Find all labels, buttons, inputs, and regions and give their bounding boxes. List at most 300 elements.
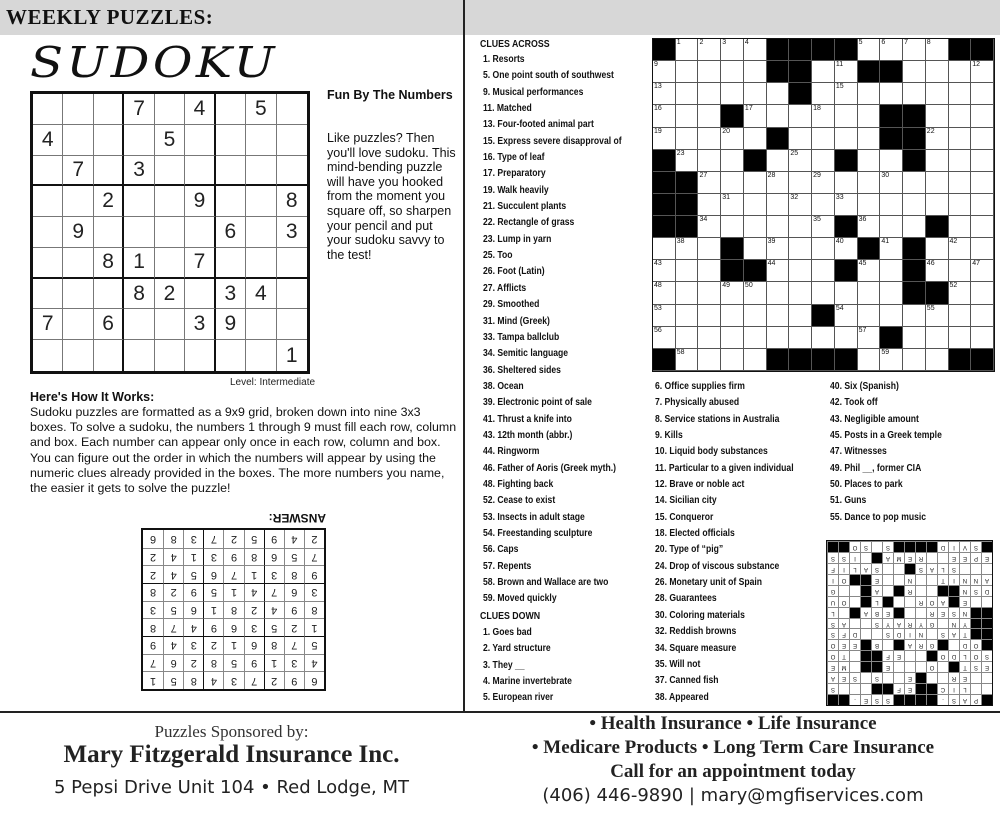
crossword-cell[interactable] [721,39,744,61]
crossword-cell[interactable] [926,39,949,61]
sudoku-cell[interactable] [33,340,63,371]
clue-item: 45. Posts in a Greek temple [830,430,942,442]
crossword-cell[interactable] [721,172,744,194]
crossword-cell[interactable] [789,305,812,327]
crossword-cell[interactable] [926,150,949,172]
sudoku-cell[interactable] [124,186,154,217]
crossword-grid[interactable] [652,38,995,372]
contact-info[interactable]: (406) 446-9890 | mary@mgfiservices.com [542,785,924,806]
crossword-cell[interactable] [721,194,744,216]
crossword-clue-number: 13 [654,83,662,91]
crossword-cell[interactable] [698,128,721,150]
crossword-cell[interactable] [971,282,994,304]
crossword-black-cell [903,150,926,172]
crossword-cell[interactable] [858,349,881,371]
crossword-cell[interactable] [744,172,767,194]
sudoku-cell[interactable] [94,279,124,310]
sudoku-cell[interactable] [155,186,185,217]
crossword-cell[interactable] [880,238,903,260]
crossword-cell[interactable] [880,39,903,61]
answer-letter-cell: Y [882,618,893,629]
crossword-cell[interactable] [721,128,744,150]
crossword-cell[interactable] [880,216,903,238]
crossword-cell[interactable] [721,216,744,238]
answer-letter-cell: A [860,607,871,618]
sudoku-answer-cell: 6 [304,671,324,689]
sudoku-cell[interactable] [185,217,215,248]
answer-letter-cell: N [948,618,959,629]
sudoku-cell[interactable]: 6 [94,309,124,340]
crossword-cell[interactable] [653,238,676,260]
answer-letter-cell [893,596,904,607]
sudoku-cell[interactable] [246,186,276,217]
crossword-cell[interactable] [812,150,835,172]
sudoku-cell[interactable] [185,125,215,156]
crossword-cell[interactable] [744,238,767,260]
sudoku-cell[interactable] [216,186,246,217]
crossword-cell[interactable] [926,238,949,260]
sudoku-cell[interactable] [216,340,246,371]
sudoku-cell[interactable] [33,156,63,187]
crossword-cell[interactable] [835,238,858,260]
sudoku-answer-cell: 2 [304,530,324,548]
crossword-cell[interactable] [926,305,949,327]
crossword-cell[interactable] [880,83,903,105]
crossword-cell[interactable] [744,105,767,127]
crossword-black-cell [835,260,858,282]
crossword-cell[interactable] [676,349,699,371]
crossword-cell[interactable] [812,105,835,127]
sudoku-cell[interactable] [124,217,154,248]
sudoku-cell[interactable] [124,309,154,340]
sudoku-cell[interactable] [277,156,307,187]
crossword-cell[interactable] [858,150,881,172]
crossword-cell[interactable] [653,260,676,282]
crossword-cell[interactable] [767,282,790,304]
crossword-cell[interactable] [744,61,767,83]
crossword-cell[interactable] [949,128,972,150]
crossword-cell[interactable] [880,349,903,371]
crossword-cell[interactable] [971,327,994,349]
crossword-cell[interactable] [653,105,676,127]
crossword-cell[interactable] [949,61,972,83]
crossword-cell[interactable] [698,282,721,304]
crossword-cell[interactable] [698,61,721,83]
crossword-cell[interactable] [858,39,881,61]
crossword-cell[interactable] [698,83,721,105]
crossword-cell[interactable] [789,282,812,304]
crossword-cell[interactable] [835,172,858,194]
sudoku-cell[interactable]: 5 [246,94,276,125]
crossword-cell[interactable] [858,305,881,327]
sudoku-cell[interactable] [246,309,276,340]
crossword-cell[interactable] [971,172,994,194]
crossword-cell[interactable] [812,282,835,304]
sudoku-cell[interactable]: 4 [33,125,63,156]
crossword-cell[interactable] [880,282,903,304]
crossword-cell[interactable] [880,305,903,327]
sudoku-cell[interactable] [277,125,307,156]
crossword-cell[interactable] [653,83,676,105]
answer-black-cell [893,585,904,596]
sudoku-cell[interactable]: 6 [216,217,246,248]
crossword-cell[interactable] [903,349,926,371]
clue-item: 43. 12th month (abbr.) [483,429,573,441]
page-title: WEEKLY PUZZLES: [6,5,214,29]
crossword-cell[interactable] [698,150,721,172]
crossword-cell[interactable] [971,216,994,238]
crossword-clue-number: 31 [722,193,730,201]
crossword-cell[interactable] [744,327,767,349]
clue-item: 58. Brown and Wallace are two [483,577,609,588]
sudoku-cell[interactable]: 3 [216,279,246,310]
sudoku-cell[interactable] [124,340,154,371]
crossword-cell[interactable] [926,172,949,194]
crossword-cell[interactable] [835,105,858,127]
sudoku-cell[interactable] [216,94,246,125]
sudoku-cell[interactable]: 4 [185,94,215,125]
crossword-cell[interactable] [698,260,721,282]
sudoku-cell[interactable] [63,248,93,279]
sudoku-cell[interactable] [155,217,185,248]
crossword-cell[interactable] [789,216,812,238]
crossword-cell[interactable] [721,349,744,371]
answer-letter-cell: E [827,661,838,672]
crossword-cell[interactable] [676,105,699,127]
crossword-cell[interactable] [744,282,767,304]
crossword-cell[interactable] [812,260,835,282]
crossword-cell[interactable] [926,327,949,349]
sudoku-cell[interactable] [155,248,185,279]
crossword-cell[interactable] [698,172,721,194]
crossword-cell[interactable] [971,194,994,216]
crossword-cell[interactable] [949,305,972,327]
crossword-cell[interactable] [676,39,699,61]
crossword-cell[interactable] [880,260,903,282]
crossword-cell[interactable] [903,61,926,83]
crossword-cell[interactable] [767,260,790,282]
crossword-cell[interactable] [858,83,881,105]
crossword-cell[interactable] [698,39,721,61]
crossword-cell[interactable] [903,83,926,105]
crossword-cell[interactable] [812,238,835,260]
sudoku-cell[interactable] [185,279,215,310]
crossword-cell[interactable] [835,305,858,327]
crossword-cell[interactable] [971,128,994,150]
sudoku-cell[interactable]: 4 [246,279,276,310]
crossword-cell[interactable] [767,327,790,349]
sudoku-cell[interactable] [185,156,215,187]
crossword-cell[interactable] [789,172,812,194]
crossword-cell[interactable] [926,260,949,282]
crossword-cell[interactable] [949,172,972,194]
crossword-cell[interactable] [789,327,812,349]
crossword-cell[interactable] [812,327,835,349]
crossword-cell[interactable] [744,83,767,105]
sudoku-cell[interactable] [63,340,93,371]
crossword-cell[interactable] [949,83,972,105]
sudoku-answer-cell: 5 [264,618,284,636]
crossword-cell[interactable] [789,260,812,282]
answer-letter-cell: E [871,574,882,585]
sudoku-cell[interactable] [33,186,63,217]
crossword-cell[interactable] [926,349,949,371]
crossword-cell[interactable] [676,128,699,150]
crossword-cell[interactable] [835,327,858,349]
sudoku-cell[interactable] [33,217,63,248]
crossword-cell[interactable] [812,83,835,105]
crossword-cell[interactable] [744,39,767,61]
crossword-cell[interactable] [949,216,972,238]
sudoku-cell[interactable] [185,340,215,371]
crossword-cell[interactable] [971,305,994,327]
crossword-cell[interactable] [789,238,812,260]
crossword-cell[interactable] [721,282,744,304]
sudoku-cell[interactable] [155,156,185,187]
crossword-cell[interactable] [858,172,881,194]
answer-letter-cell: F [827,563,838,574]
sudoku-cell[interactable]: 7 [63,156,93,187]
sudoku-cell[interactable] [94,125,124,156]
sudoku-cell[interactable]: 9 [216,309,246,340]
crossword-cell[interactable] [949,260,972,282]
crossword-cell[interactable] [926,105,949,127]
sudoku-cell[interactable]: 3 [124,156,154,187]
sudoku-cell[interactable] [33,248,63,279]
crossword-cell[interactable] [767,216,790,238]
crossword-cell[interactable] [721,61,744,83]
sudoku-cell[interactable] [124,125,154,156]
crossword-cell[interactable] [698,216,721,238]
crossword-cell[interactable] [926,83,949,105]
header-bar-right [465,0,1000,35]
crossword-cell[interactable] [744,305,767,327]
crossword-black-cell [767,61,790,83]
crossword-cell[interactable] [676,150,699,172]
sudoku-cell[interactable] [33,279,63,310]
crossword-cell[interactable] [676,238,699,260]
crossword-cell[interactable] [812,61,835,83]
sudoku-cell[interactable] [277,309,307,340]
crossword-cell[interactable] [698,327,721,349]
crossword-cell[interactable] [744,216,767,238]
crossword-cell[interactable] [880,194,903,216]
crossword-cell[interactable] [744,194,767,216]
sudoku-cell[interactable] [277,94,307,125]
sudoku-cell[interactable]: 3 [277,217,307,248]
crossword-cell[interactable] [971,83,994,105]
crossword-cell[interactable] [880,150,903,172]
crossword-cell[interactable] [812,172,835,194]
sudoku-cell[interactable]: 3 [185,309,215,340]
crossword-cell[interactable] [903,327,926,349]
sudoku-cell[interactable] [246,125,276,156]
crossword-cell[interactable] [903,194,926,216]
crossword-cell[interactable] [858,260,881,282]
crossword-cell[interactable] [812,216,835,238]
crossword-cell[interactable] [698,105,721,127]
crossword-cell[interactable] [835,61,858,83]
crossword-cell[interactable] [926,61,949,83]
sudoku-grid[interactable] [30,91,310,374]
crossword-cell[interactable] [903,305,926,327]
crossword-cell[interactable] [949,194,972,216]
sudoku-cell[interactable]: 5 [155,125,185,156]
crossword-cell[interactable] [767,238,790,260]
crossword-cell[interactable] [676,61,699,83]
crossword-cell[interactable] [812,194,835,216]
crossword-cell[interactable] [926,128,949,150]
sudoku-cell[interactable]: 7 [185,248,215,279]
sudoku-cell[interactable]: 9 [63,217,93,248]
sudoku-answer-cell: 9 [183,583,203,601]
crossword-cell[interactable] [676,83,699,105]
crossword-cell[interactable] [971,105,994,127]
sudoku-cell[interactable] [94,340,124,371]
crossword-cell[interactable] [971,260,994,282]
crossword-cell[interactable] [903,216,926,238]
crossword-cell[interactable] [653,305,676,327]
crossword-cell[interactable] [971,61,994,83]
crossword-cell[interactable] [835,194,858,216]
sudoku-cell[interactable]: 1 [285,343,298,367]
crossword-cell[interactable] [949,105,972,127]
crossword-cell[interactable] [744,128,767,150]
crossword-cell[interactable] [676,305,699,327]
sudoku-cell[interactable] [63,94,93,125]
crossword-cell[interactable] [653,128,676,150]
sudoku-cell[interactable] [94,217,124,248]
services-line-2: • Medicare Products • Long Term Care Insurance [531,737,935,758]
crossword-clue-number: 28 [767,171,776,179]
crossword-cell[interactable] [858,194,881,216]
crossword-cell[interactable] [812,128,835,150]
sudoku-cell[interactable]: 1 [124,248,154,279]
crossword-cell[interactable] [767,194,790,216]
crossword-cell[interactable] [789,105,812,127]
crossword-cell[interactable] [858,282,881,304]
sudoku-answer-cell: 8 [304,601,324,619]
crossword-black-cell [653,150,676,172]
sudoku-cell[interactable]: 7 [124,94,154,125]
crossword-cell[interactable] [698,349,721,371]
crossword-cell[interactable] [676,260,699,282]
crossword-cell[interactable] [676,282,699,304]
sudoku-cell[interactable] [155,309,185,340]
crossword-cell[interactable] [949,238,972,260]
sudoku-cell[interactable] [246,156,276,187]
crossword-cell[interactable] [903,172,926,194]
sudoku-cell[interactable] [277,279,307,310]
crossword-cell[interactable] [949,327,972,349]
crossword-cell[interactable] [767,83,790,105]
sudoku-cell[interactable] [94,94,124,125]
sudoku-cell[interactable] [216,156,246,187]
crossword-cell[interactable] [767,150,790,172]
crossword-cell[interactable] [767,305,790,327]
crossword-cell[interactable] [789,150,812,172]
sudoku-cell[interactable] [277,248,307,279]
crossword-black-cell [903,128,926,150]
crossword-cell[interactable] [971,238,994,260]
crossword-cell[interactable] [835,282,858,304]
crossword-cell[interactable] [698,305,721,327]
sudoku-cell[interactable]: 8 [124,279,154,310]
sudoku-cell[interactable] [246,340,276,371]
sudoku-cell[interactable]: 8 [277,186,307,217]
sudoku-cell[interactable] [155,94,185,125]
crossword-black-cell [880,61,903,83]
crossword-cell[interactable] [767,105,790,127]
sudoku-cell[interactable] [63,279,93,310]
sudoku-cell[interactable]: 9 [185,186,215,217]
crossword-cell[interactable] [789,194,812,216]
crossword-cell[interactable] [653,282,676,304]
crossword-cell[interactable] [721,150,744,172]
sudoku-cell[interactable] [33,94,63,125]
crossword-cell[interactable] [835,83,858,105]
sudoku-answer-cell: 7 [244,671,264,689]
answer-letter-cell: O [838,574,849,585]
crossword-cell[interactable] [721,305,744,327]
sudoku-cell[interactable] [246,248,276,279]
crossword-cell[interactable] [653,61,676,83]
crossword-cell[interactable] [949,150,972,172]
sudoku-cell[interactable] [246,217,276,248]
answer-letter-cell: O [926,661,937,672]
crossword-cell[interactable] [835,128,858,150]
crossword-black-cell [767,349,790,371]
crossword-cell[interactable] [926,194,949,216]
crossword-cell[interactable] [767,172,790,194]
crossword-cell[interactable] [744,349,767,371]
crossword-black-cell [812,349,835,371]
sudoku-cell[interactable] [94,156,124,187]
answer-letter-cell: E [981,552,992,563]
crossword-cell[interactable] [676,327,699,349]
crossword-cell[interactable] [858,216,881,238]
sudoku-cell[interactable]: 2 [155,279,185,310]
sudoku-cell[interactable] [63,309,93,340]
answer-letter-cell: S [915,563,926,574]
clue-item: 26. Monetary unit of Spain [655,577,763,589]
crossword-cell[interactable] [971,150,994,172]
sudoku-cell[interactable]: 2 [94,186,124,217]
crossword-cell[interactable] [858,128,881,150]
crossword-cell[interactable] [721,327,744,349]
crossword-cell[interactable] [721,83,744,105]
crossword-cell[interactable] [698,194,721,216]
sudoku-cell[interactable]: 7 [33,309,63,340]
sudoku-cell[interactable] [216,125,246,156]
sudoku-cell[interactable] [63,125,93,156]
crossword-cell[interactable] [653,327,676,349]
sudoku-cell[interactable]: 8 [94,248,124,279]
sudoku-cell[interactable] [155,340,185,371]
crossword-cell[interactable] [903,39,926,61]
clue-item: 57. Repents [483,560,532,572]
crossword-cell[interactable] [949,282,972,304]
crossword-cell[interactable] [789,128,812,150]
sudoku-cell[interactable] [63,186,93,217]
answer-letter-cell: E [838,672,849,683]
crossword-cell[interactable] [858,327,881,349]
sudoku-cell[interactable] [216,248,246,279]
answer-letter-cell [849,683,860,694]
crossword-cell[interactable] [698,238,721,260]
crossword-cell[interactable] [880,172,903,194]
crossword-cell[interactable] [858,105,881,127]
